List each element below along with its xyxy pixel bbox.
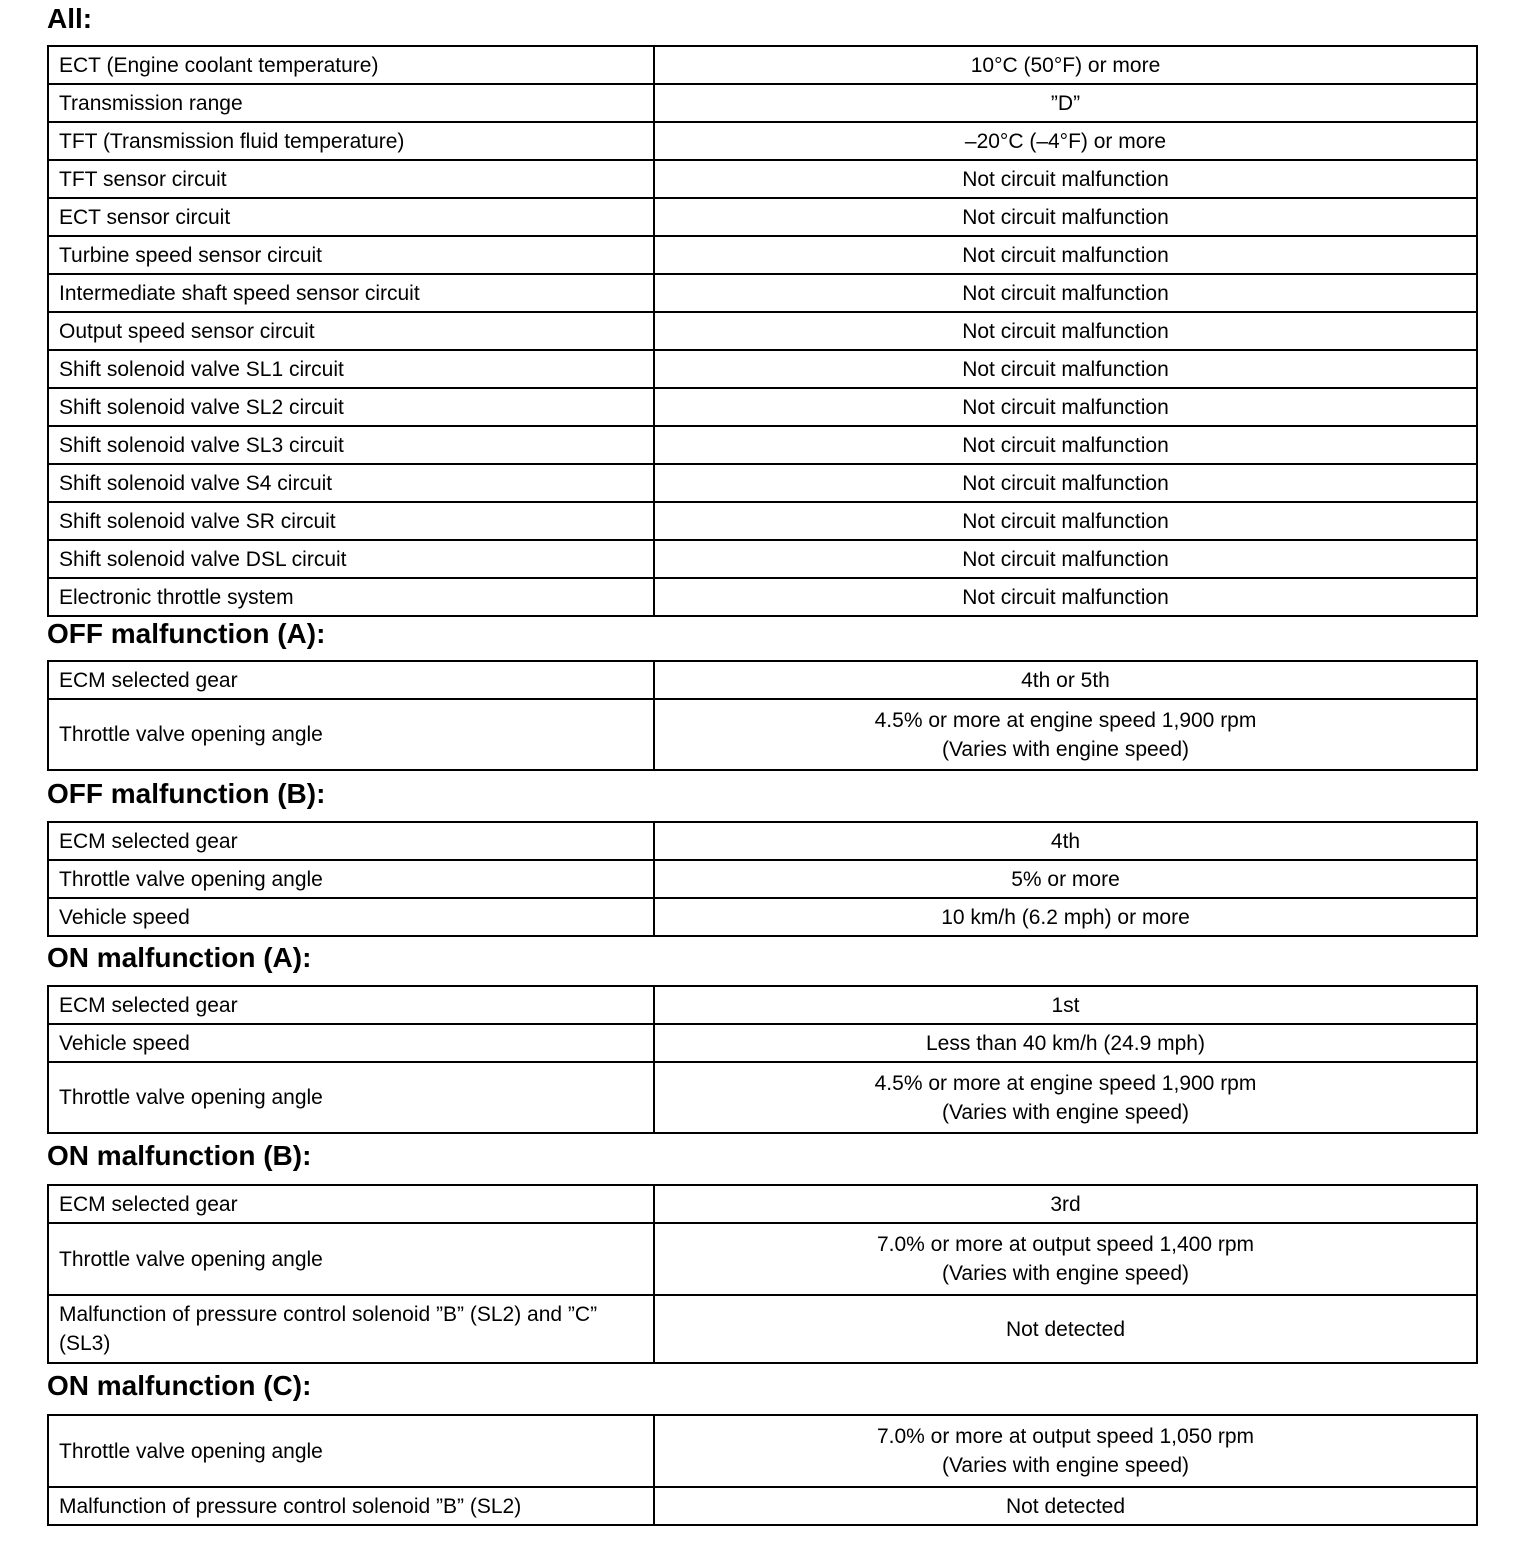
condition-value: Not circuit malfunction [654, 426, 1477, 464]
condition-value: Not circuit malfunction [654, 464, 1477, 502]
table-row [48, 1223, 1477, 1295]
condition-item: TFT sensor circuit [48, 160, 654, 198]
section-title-all: All: [47, 3, 93, 34]
conditions-table-all [47, 45, 1478, 617]
condition-value: Not detected [654, 1295, 1477, 1363]
condition-value [654, 1062, 1477, 1133]
table-row [48, 312, 1477, 350]
condition-item: Shift solenoid valve SL2 circuit [48, 388, 654, 426]
condition-value: 4th or 5th [654, 661, 1477, 699]
value-line: (Varies with engine speed) [941, 1262, 1190, 1285]
condition-item: Throttle valve opening angle [48, 860, 654, 898]
condition-value: –20°C (–4°F) or more [654, 122, 1477, 160]
table-row [48, 198, 1477, 236]
condition-item: ECT sensor circuit [48, 198, 654, 236]
table-row [48, 1062, 1477, 1133]
table-row [48, 426, 1477, 464]
condition-item: Vehicle speed [48, 1024, 654, 1062]
table-row [48, 860, 1477, 898]
condition-item: ECT (Engine coolant temperature) [48, 46, 654, 84]
condition-item: ECM selected gear [48, 1185, 654, 1223]
conditions-table-off-a [47, 660, 1478, 771]
section-title-on-b: ON malfunction (B): [47, 1140, 312, 1171]
table-row [48, 274, 1477, 312]
condition-value: 5% or more [654, 860, 1477, 898]
table-row [48, 661, 1477, 699]
condition-value: Not circuit malfunction [654, 236, 1477, 274]
condition-item: Shift solenoid valve SL1 circuit [48, 350, 654, 388]
table-row [48, 502, 1477, 540]
section-title-off-b: OFF malfunction (B): [47, 778, 326, 809]
condition-value [654, 1415, 1477, 1487]
condition-value: Not circuit malfunction [654, 312, 1477, 350]
table-row [48, 464, 1477, 502]
condition-item: Electronic throttle system [48, 578, 654, 616]
table-row [48, 1415, 1477, 1487]
condition-item: Throttle valve opening angle [48, 1223, 654, 1295]
table-row [48, 578, 1477, 616]
condition-item: Throttle valve opening angle [48, 1415, 654, 1487]
conditions-table-on-c [47, 1414, 1478, 1526]
table-row [48, 699, 1477, 770]
value-line: 4.5% or more at engine speed 1,900 rpm [874, 708, 1257, 732]
condition-value: 3rd [654, 1185, 1477, 1223]
condition-value: 1st [654, 986, 1477, 1024]
condition-item: Turbine speed sensor circuit [48, 236, 654, 274]
condition-item: ECM selected gear [48, 822, 654, 860]
value-line: 7.0% or more at output speed 1,050 rpm [876, 1425, 1255, 1448]
conditions-table-on-a [47, 985, 1478, 1134]
table-row [48, 1185, 1477, 1223]
condition-item: Throttle valve opening angle [48, 1062, 654, 1133]
condition-item: Shift solenoid valve DSL circuit [48, 540, 654, 578]
condition-item: Transmission range [48, 84, 654, 122]
table-row [48, 350, 1477, 388]
condition-item: Malfunction of pressure control solenoid ”B” (SL2) [48, 1487, 654, 1525]
condition-value: Not circuit malfunction [654, 160, 1477, 198]
condition-value: Not circuit malfunction [654, 388, 1477, 426]
table-row [48, 1024, 1477, 1062]
condition-value: Not circuit malfunction [654, 502, 1477, 540]
section-title-on-c: ON malfunction (C): [47, 1370, 312, 1401]
condition-value [654, 699, 1477, 770]
condition-value: 10°C (50°F) or more [654, 46, 1477, 84]
table-row [48, 388, 1477, 426]
condition-item: ECM selected gear [48, 661, 654, 699]
condition-item: ECM selected gear [48, 986, 654, 1024]
condition-value: ”D” [654, 84, 1477, 122]
condition-value: 4th [654, 822, 1477, 860]
condition-value: Not circuit malfunction [654, 540, 1477, 578]
table-row [48, 84, 1477, 122]
condition-item: Vehicle speed [48, 898, 654, 936]
condition-value: Less than 40 km/h (24.9 mph) [654, 1024, 1477, 1062]
condition-item: Throttle valve opening angle [48, 699, 654, 770]
value-line: 4.5% or more at engine speed 1,900 rpm [874, 1071, 1257, 1095]
condition-item: Intermediate shaft speed sensor circuit [48, 274, 654, 312]
table-row [48, 1295, 1477, 1363]
table-row [48, 540, 1477, 578]
condition-value: Not detected [654, 1487, 1477, 1525]
condition-item: Shift solenoid valve S4 circuit [48, 464, 654, 502]
table-row [48, 160, 1477, 198]
value-line: (Varies with engine speed) [941, 1454, 1190, 1477]
condition-value: Not circuit malfunction [654, 350, 1477, 388]
condition-value [654, 1223, 1477, 1295]
table-row [48, 986, 1477, 1024]
value-line: (Varies with engine speed) [941, 1100, 1190, 1124]
conditions-table-on-b [47, 1184, 1478, 1364]
condition-item: Shift solenoid valve SL3 circuit [48, 426, 654, 464]
section-title-off-a: OFF malfunction (A): [47, 618, 326, 649]
condition-item: Malfunction of pressure control solenoid ”B” (SL2) and ”C” (SL3) [48, 1295, 654, 1363]
table-row [48, 122, 1477, 160]
table-row [48, 1487, 1477, 1525]
table-row [48, 46, 1477, 84]
section-title-on-a: ON malfunction (A): [47, 942, 312, 973]
value-line: 7.0% or more at output speed 1,400 rpm [876, 1233, 1255, 1256]
table-row [48, 898, 1477, 936]
value-line: (Varies with engine speed) [941, 737, 1190, 761]
condition-item: Shift solenoid valve SR circuit [48, 502, 654, 540]
condition-item: TFT (Transmission fluid temperature) [48, 122, 654, 160]
condition-value: 10 km/h (6.2 mph) or more [654, 898, 1477, 936]
condition-value: Not circuit malfunction [654, 578, 1477, 616]
condition-value: Not circuit malfunction [654, 274, 1477, 312]
table-row [48, 822, 1477, 860]
condition-value: Not circuit malfunction [654, 198, 1477, 236]
table-row [48, 236, 1477, 274]
condition-item: Output speed sensor circuit [48, 312, 654, 350]
conditions-table-off-b [47, 821, 1478, 937]
